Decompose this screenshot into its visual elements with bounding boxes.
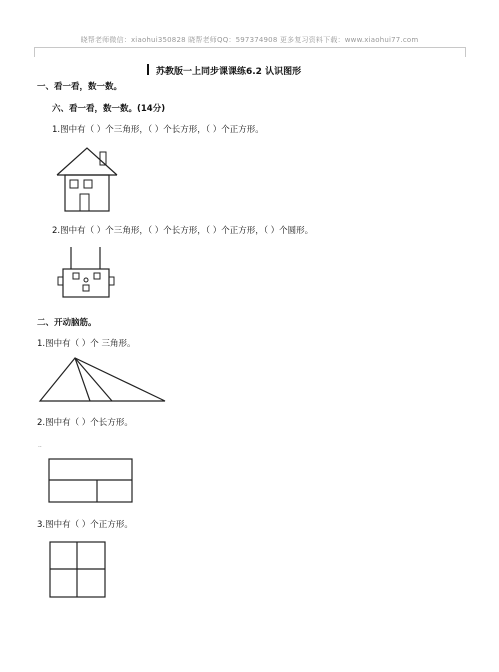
section1-heading: 一、看一看，数一数。 <box>37 82 123 92</box>
header-corner-right <box>465 47 466 57</box>
house-figure <box>52 148 122 213</box>
question-1-1: 1.图中有（ ）个三角形，（ ）个长方形，（ ）个正方形。 <box>52 125 264 135</box>
header-divider <box>34 47 466 48</box>
section2-heading: 二、开动脑筋。 <box>37 318 97 328</box>
title-marker <box>147 64 149 75</box>
question-2-3: 3.图中有（ ）个正方形。 <box>37 520 133 530</box>
section1-subheading: 六、看一看，数一数。(14分) <box>52 104 166 114</box>
question-2-1: 1.图中有（ ）个 三角形。 <box>37 339 136 349</box>
question-1-2: 2.图中有（ ）个三角形，（ ）个长方形，（ ）个正方形，（ ）个圆形。 <box>52 226 314 236</box>
page-title: 苏教版一上同步课课练6.2 认识图形 <box>156 67 302 77</box>
question-2-2: 2.图中有（ ）个长方形。 <box>37 418 133 428</box>
rectangle-figure <box>48 458 134 504</box>
header-corner-left <box>34 47 35 57</box>
square-figure <box>49 541 107 599</box>
triangle-figure <box>38 356 168 406</box>
robot-figure <box>58 245 120 300</box>
page-header: 晓帮老师微信：xiaohui350828 晓帮老师QQ：597374908 更多复习资料下载：www.xiaohui77.com <box>80 36 419 44</box>
stray-dots: .. <box>38 442 42 449</box>
